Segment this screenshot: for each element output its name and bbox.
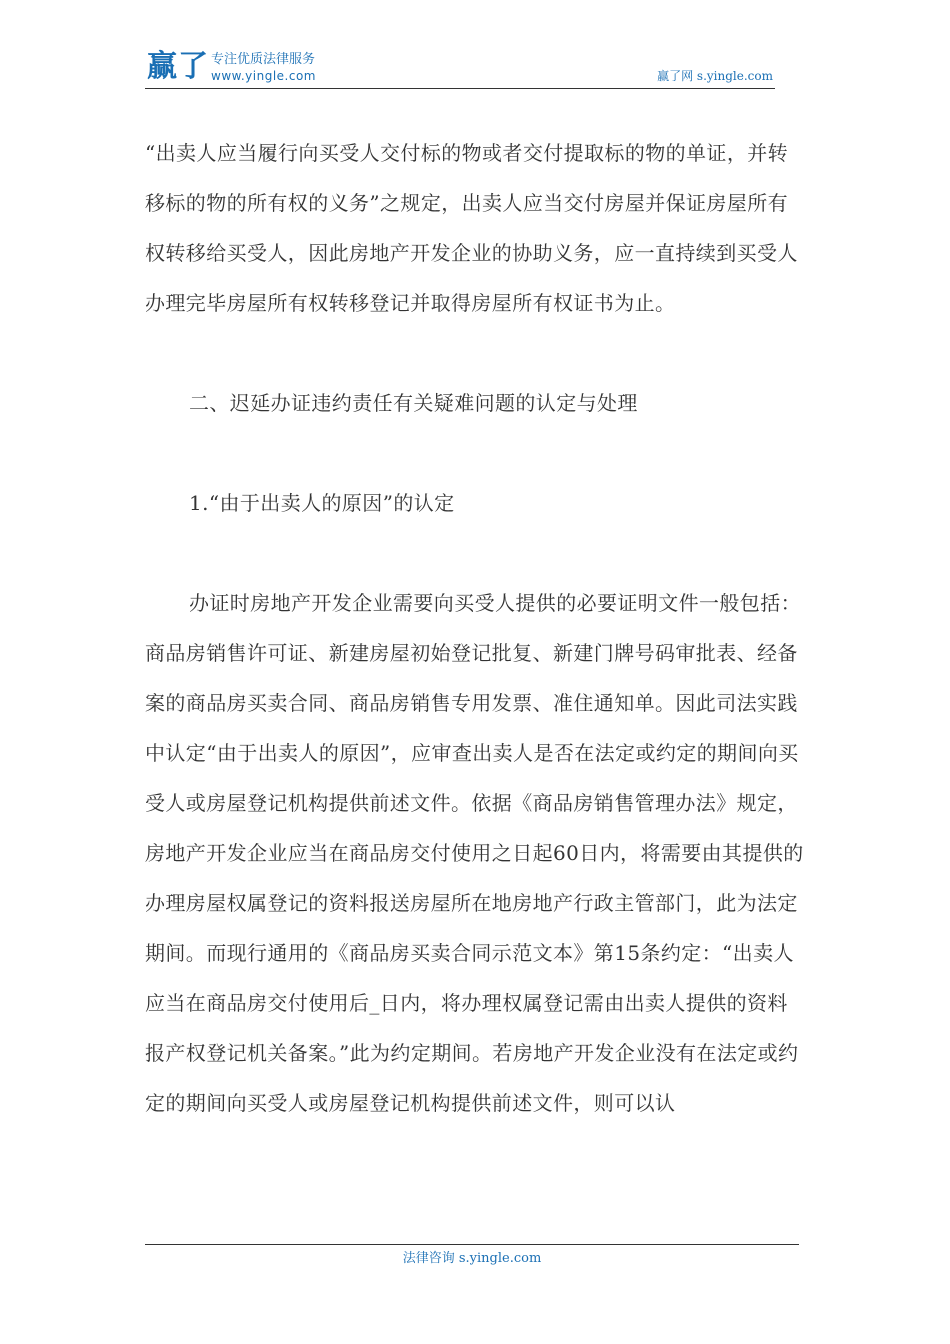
logo-icon[interactable]: 赢了	[147, 49, 209, 84]
paragraph-2: 办证时房地产开发企业需要向买受人提供的必要证明文件一般包括：商品房销售许可证、新建房屋初始登记批复、新建门牌号码审批表、经备案的商品房买卖合同、商品房销售专用发票、准住通知单。因此司法实践中认定“由于出卖人的原因”，应审查出卖人是否在法定或约定的期间向买受人或房屋登记机构提供前述文件。依据《商品房销售管理办法》规定，房地产开发企业应当在商品房交付使用之日起60日内，将需要由其提供的 办理房屋权属登记的资料报送房屋所在地房地产行政主管部门，此为法定期间。而现行通用的《商品房买卖合同示范文本》第15条约定：“出卖人应当在商品房交付使用后_日内，将办理权属登记需由出卖人提供的资料报产权登记机关备案。”此为约定期间。若房地产开发企业没有在法定或约定的期间向买受人或房屋登记机构提供前述文件，则可以认	[145, 591, 804, 1115]
section-heading: 二、迟延办证违约责任有关疑难问题的认定与处理	[189, 391, 638, 415]
spacer	[145, 528, 805, 578]
document-body	[145, 128, 805, 1128]
subsection-heading: 1.“由于出卖人的原因”的认定	[189, 491, 455, 515]
header-site-link[interactable]: 赢了网 s.yingle.com	[657, 69, 773, 83]
logo-url[interactable]: www.yingle.com	[211, 69, 316, 83]
spacer	[145, 328, 805, 378]
page-header	[145, 48, 775, 89]
footer-link[interactable]: 法律咨询 s.yingle.com	[402, 1251, 542, 1266]
page-footer	[145, 1244, 799, 1268]
paragraph-1: “出卖人应当履行向买受人交付标的物或者交付提取标的物的单证，并转移标的物的所有权的义务”之规定，出卖人应当交付房屋并保证房屋所有权转移给买受人，因此房地产开发企业的协助义务，应一直持续到买受人办理完毕房屋所有权转移登记并取得房屋所有权证书为止。	[145, 141, 798, 315]
spacer	[145, 428, 805, 478]
logo-slogan: 专注优质法律服务	[211, 52, 316, 67]
